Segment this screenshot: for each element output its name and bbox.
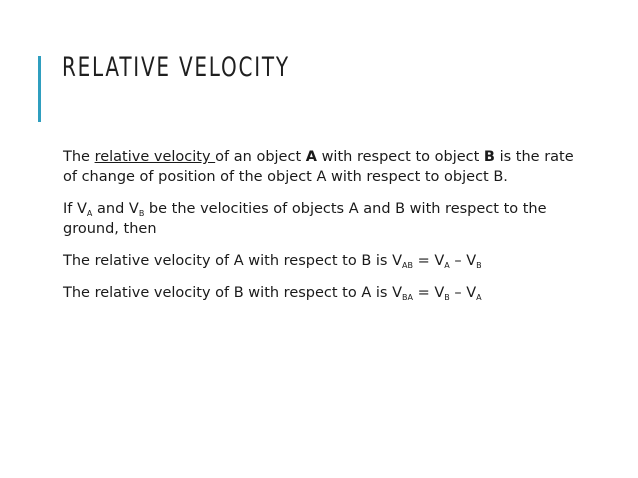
text-run: – V	[449, 285, 477, 301]
subscript: A	[476, 293, 482, 302]
text-run: The relative velocity of A with respect to B is V	[63, 253, 402, 269]
text-run: The relative velocity of B with respect to A is V	[63, 285, 402, 301]
subscript: AB	[402, 261, 413, 270]
object-a-bold: A	[305, 149, 317, 165]
object-b-bold: B	[483, 149, 495, 165]
slide-body	[63, 147, 583, 315]
subscript: B	[476, 261, 482, 270]
subscript: B	[138, 209, 145, 218]
slide-title: RELATIVE VELOCITY	[62, 52, 290, 83]
formula-a-wrt-b	[63, 251, 583, 271]
text-run: and V	[92, 201, 139, 217]
text-run: If V	[63, 201, 87, 217]
title-accent-bar	[38, 56, 41, 122]
relative-velocity-link[interactable]: relative velocity	[94, 149, 216, 165]
text-run: = V	[412, 253, 445, 269]
text-run: with respect to object	[316, 149, 484, 165]
formula-b-wrt-a	[63, 283, 583, 303]
definition-paragraph	[63, 147, 583, 187]
subscript: B	[444, 293, 450, 302]
subscript: A	[86, 209, 93, 218]
velocities-paragraph	[63, 199, 583, 239]
text-run: of an object	[215, 149, 306, 165]
text-run: The	[63, 149, 95, 165]
subscript: BA	[402, 293, 413, 302]
text-run: is the rate of change of position of the object A with respect to object B.	[63, 149, 574, 185]
text-run: – V	[449, 253, 477, 269]
text-run: be the velocities of objects A and B with respect to the ground, then	[63, 201, 547, 237]
text-run: = V	[412, 285, 445, 301]
subscript: A	[444, 261, 450, 270]
